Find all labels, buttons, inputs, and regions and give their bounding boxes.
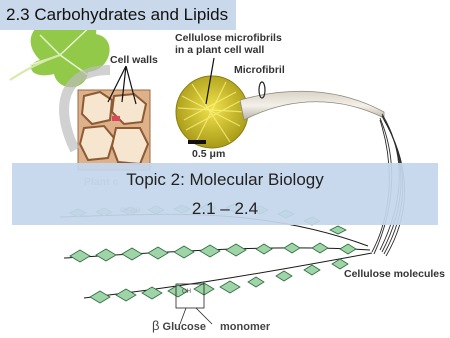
oh-label: OH [182,289,191,295]
cellulose-molecules-label: Cellulose molecules [344,268,445,280]
slide-title-text: 2.3 Carbohydrates and Lipids [6,5,229,24]
scale-label: 0.5 μm [192,148,226,160]
microfibrils-label-line2: in a plant cell wall [175,44,265,56]
microfibrils-label-line1: Cellulose microfibrils [175,32,282,44]
subtitle-band [12,163,438,225]
monomer-word: monomer [220,321,271,333]
beta-symbol: β [152,318,160,333]
microfibril-label: Microfibril [234,64,285,76]
subtitle-line-1: Topic 2: Molecular Biology [126,170,324,189]
cell-walls-label: Cell walls [110,54,158,66]
subtitle-line-2: 2.1 – 2.4 [191,199,259,218]
glucose-word: Glucose [162,321,206,333]
slide-title [0,0,236,30]
microfibril-cylinder [240,82,384,120]
glucose-monomer-label [152,320,206,333]
plant-cell-block [78,90,150,170]
